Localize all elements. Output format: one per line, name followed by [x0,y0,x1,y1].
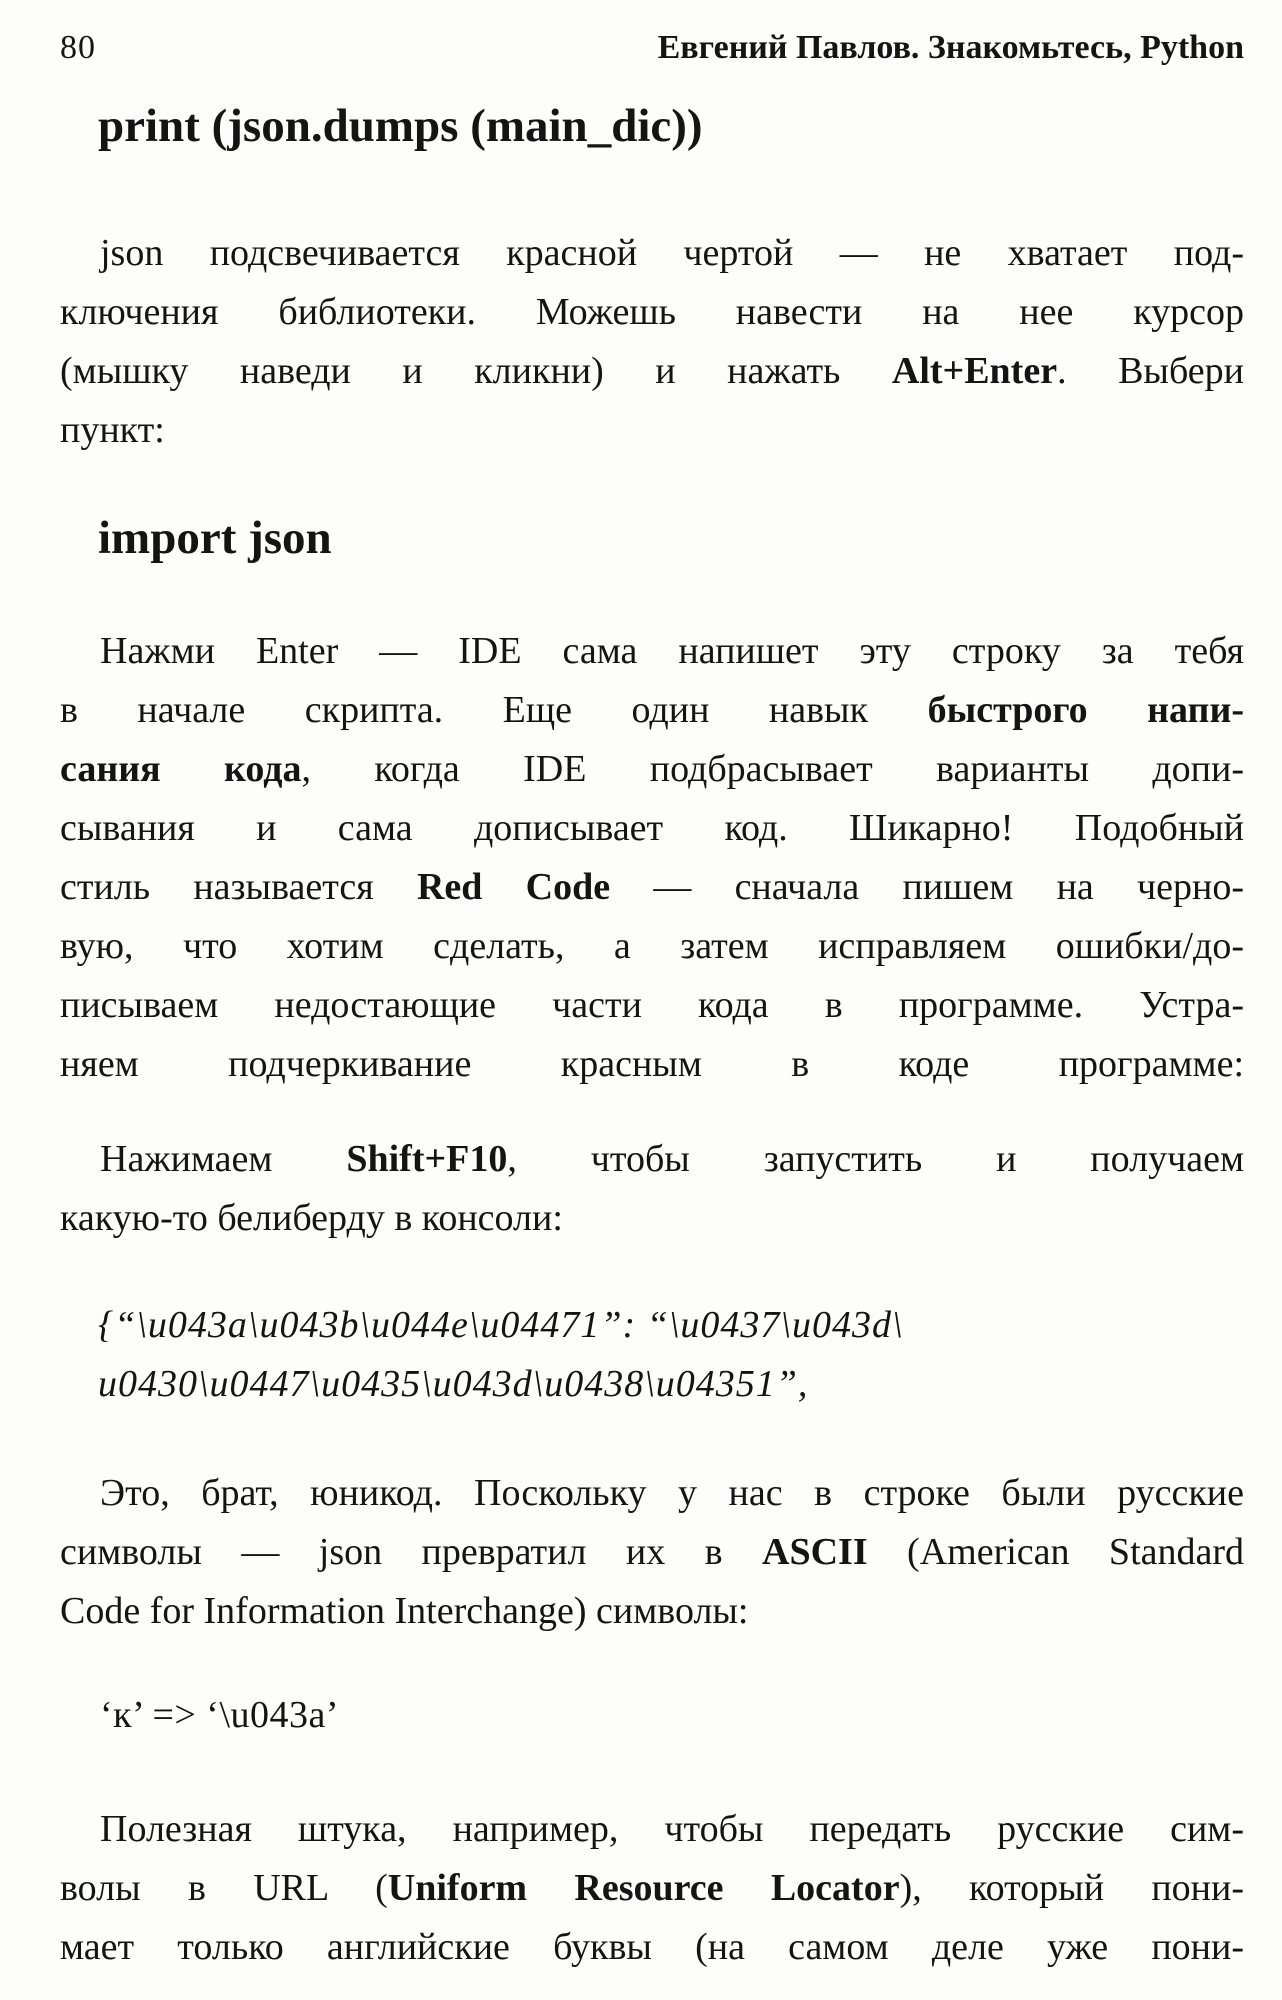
paragraph-red-code [60,622,1244,1094]
text-line: Нажимаем Shift+F10, чтобы запустить и получаем [100,1138,1244,1180]
text-line: мает только английские буквы (на самом деле уже пони- [60,1926,1244,1968]
code-line: u0430\u0447\u0435\u043d\u0438\u04351”, [98,1363,809,1405]
text-line: пункт: [60,409,165,451]
text-line: Это, брат, юникод. Поскольку у нас в строке были русские [100,1472,1244,1514]
text-line: няем подчеркивание красным в коде программе: [60,1043,1244,1085]
code-block-unicode-output [60,1296,1244,1414]
code-line: {“\u043a\u043b\u044e\u04471”: “\u0437\u043d\ [98,1304,904,1346]
text-line: json подсвечивается красной чертой — не хватает под- [100,232,1244,274]
running-head [60,26,1244,70]
code-line-k-mapping: ‘к’ => ‘\u043a’ [100,1694,340,1736]
code-line-print-json-dumps: print (json.dumps (main_dic)) [98,100,703,152]
text-line: символы — json превратил их в ASCII (American Standard [60,1531,1245,1573]
paragraph-shift-f10 [60,1130,1244,1248]
paragraph-unicode-ascii [60,1464,1244,1641]
text-line: Code for Information Interchange) символы: [60,1590,749,1632]
text-line: вую, что хотим сделать, а затем исправляем ошибки/до- [60,925,1244,967]
text-line: в начале скрипта. Еще один навык быстрого напи- [60,689,1245,731]
text-line: Полезная штука, например, чтобы передать русские сим- [100,1808,1244,1850]
text-line: какую-то белиберду в консоли: [60,1197,563,1239]
page-number: 80 [60,29,96,66]
text-line: сания кода, когда IDE подбрасывает варианты допи- [60,748,1244,790]
text-line: стиль называется Red Code — сначала пишем на черно- [60,866,1245,908]
paragraph-url [60,1800,1244,1977]
text-line: волы в URL (Uniform Resource Locator), который пони- [60,1867,1245,1909]
text-line: Нажми Enter — IDE сама напишет эту строку за тебя [100,630,1244,672]
text-line: писываем недостающие части кода в программе. Устра- [60,984,1244,1026]
paragraph-json-underline [60,224,1244,460]
code-line-import-json: import json [98,512,332,564]
running-title: Евгений Павлов. Знакомьтесь, Python [657,29,1244,66]
text-line: сывания и сама дописывает код. Шикарно! Подобный [60,807,1244,849]
text-line: (мышку наведи и кликни) и нажать Alt+Enter. Выбери [60,350,1244,392]
text-line: ключения библиотеки. Можешь навести на нее курсор [60,291,1244,333]
